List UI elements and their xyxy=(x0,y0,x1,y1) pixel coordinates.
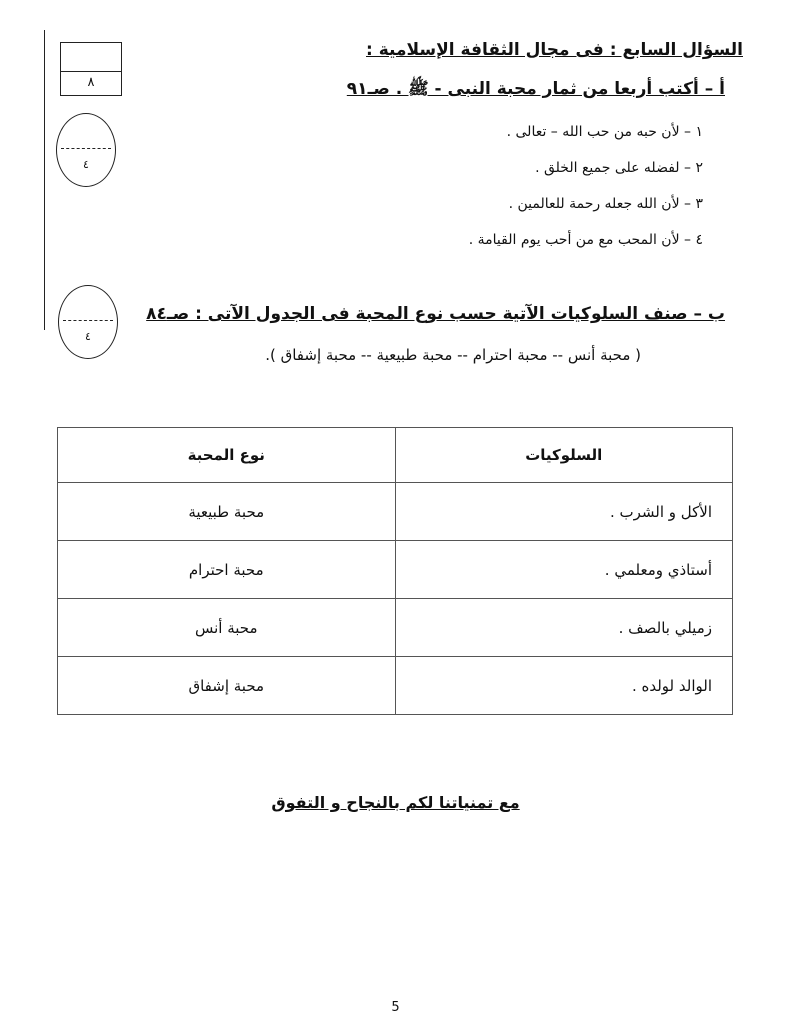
part-b-heading: ب – صنف السلوكيات الآتية حسب نوع المحبة فى الجدول الآتى : صـ٨٤ xyxy=(146,304,725,324)
part-b-score-oval xyxy=(58,285,118,359)
part-a-item-4: ٤ – لأن المحب مع من أحب يوم القيامة . xyxy=(468,232,703,248)
part-a-item-2: ٢ – لفضله على جميع الخلق . xyxy=(535,160,703,176)
part-a-item-1: ١ – لأن حبه من حب الله – تعالى . xyxy=(506,124,703,140)
love-type-cell: محبة أنس xyxy=(58,599,396,657)
closing-wishes: مع تمنياتنا لكم بالنجاح و التفوق xyxy=(271,793,520,812)
behavior-love-table xyxy=(57,427,733,715)
table-row xyxy=(58,657,733,715)
part-a-score-oval xyxy=(56,113,116,187)
part-a-heading: أ – أكتب أربعا من ثمار محبة النبى - ﷺ . صـ٩١ xyxy=(346,79,725,99)
love-type-cell: محبة إشفاق xyxy=(58,657,396,715)
behavior-cell: الوالد لولده . xyxy=(395,657,733,715)
table-row xyxy=(58,483,733,541)
margin-frame-line xyxy=(44,30,748,330)
page-number: 5 xyxy=(391,1000,400,1015)
part-b-score: ٤ xyxy=(85,330,91,343)
behavior-cell: أستاذي ومعلمي . xyxy=(395,541,733,599)
section-score: ٨ xyxy=(87,75,95,90)
table-row xyxy=(58,599,733,657)
love-type-cell: محبة طبيعية xyxy=(58,483,396,541)
love-type-cell: محبة احترام xyxy=(58,541,396,599)
column-header-love-type: نوع المحبة xyxy=(58,428,396,483)
behavior-cell: الأكل و الشرب . xyxy=(395,483,733,541)
part-a-score: ٤ xyxy=(83,158,89,171)
section-title: السؤال السابع : فى مجال الثقافة الإسلامية : xyxy=(366,40,743,60)
part-a-item-3: ٣ – لأن الله جعله رحمة للعالمين . xyxy=(508,196,703,212)
section-score-box xyxy=(60,42,122,96)
behavior-cell: زميلي بالصف . xyxy=(395,599,733,657)
table-row xyxy=(58,541,733,599)
column-header-behavior: السلوكيات xyxy=(395,428,733,483)
love-type-options: ( محبة أنس -- محبة احترام -- محبة طبيعية -- محبة إشفاق ). xyxy=(265,346,641,364)
table-header-row xyxy=(58,428,733,483)
